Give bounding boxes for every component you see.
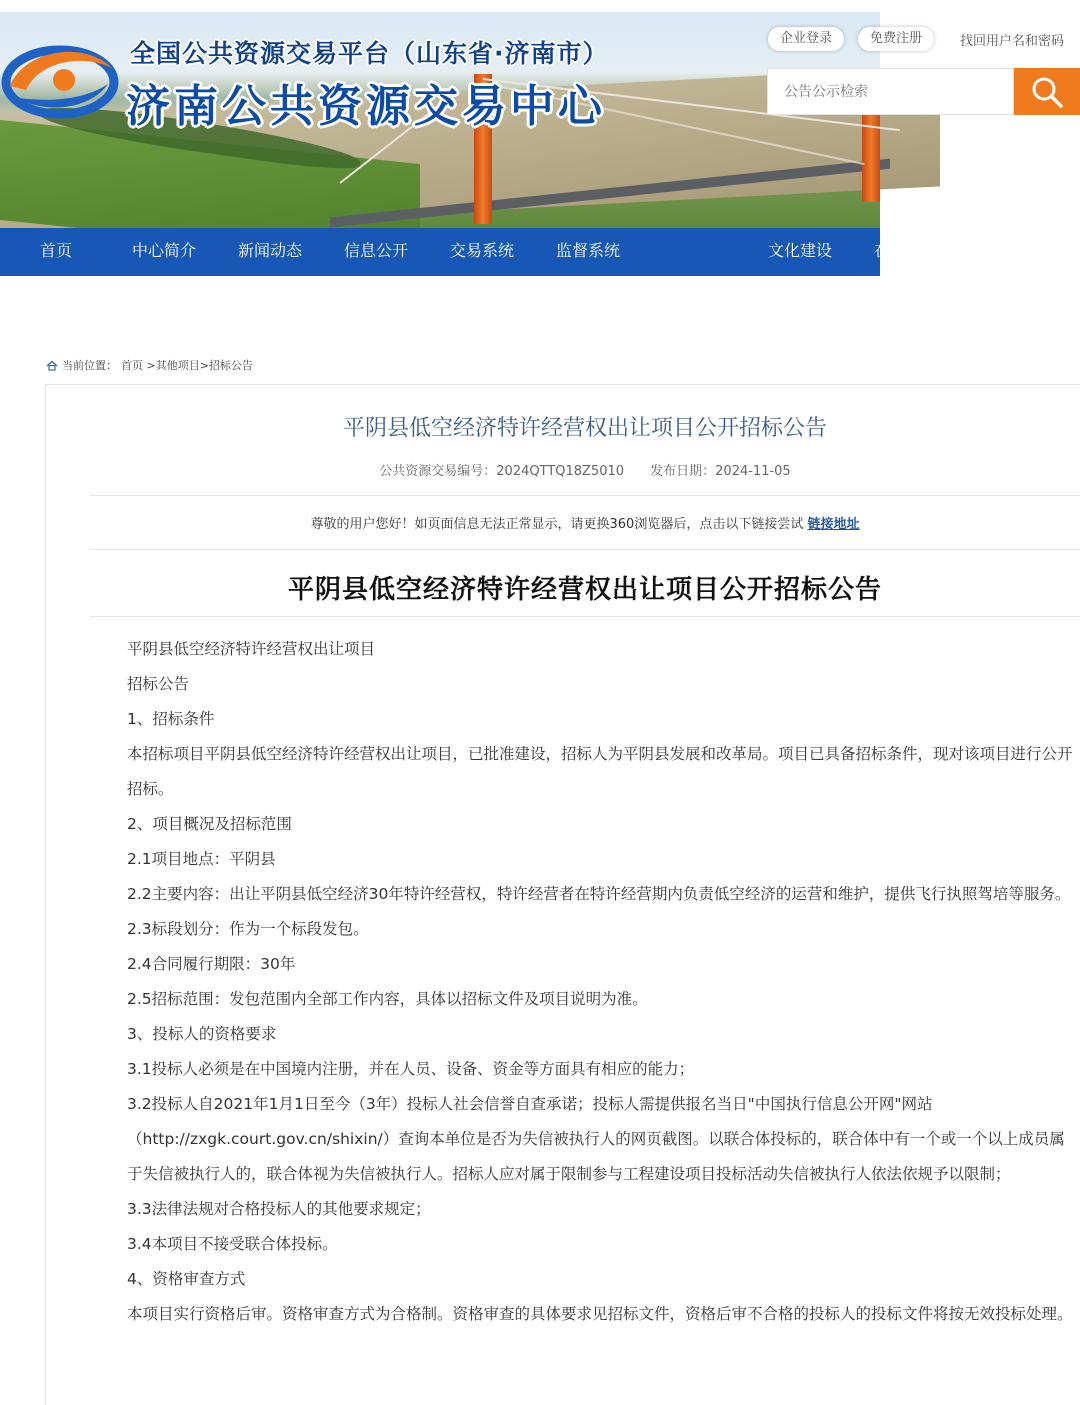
paragraph: 本招标项目平阴县低空经济特许经营权出让项目，已批准建设，招标人为平阴县发展和改革局。项目已具备招标条件，现对该项目进行公开招标。 — [127, 745, 1073, 798]
paragraph: 本项目实行资格后审。资格审查方式为合格制。资格审查的具体要求见招标文件，资格后审不合格的投标人的投标文件将按无效投标处理。 — [127, 1305, 1073, 1323]
nav-item-culture[interactable]: 文化建设 — [768, 241, 833, 260]
search-button[interactable] — [1014, 68, 1080, 115]
nav-item-news[interactable]: 新闻动态 — [238, 241, 303, 260]
nav-item-info-public[interactable]: 信息公开 — [344, 241, 409, 260]
breadcrumb-prefix: 当前位置： — [62, 359, 117, 372]
nav-item-supervision-system[interactable]: 监督系统 — [556, 241, 621, 260]
section-heading: 3、投标人的资格要求 — [127, 1025, 277, 1043]
search-icon — [1030, 75, 1064, 109]
paragraph: 3.3法律法规对合格投标人的其他要求规定； — [127, 1200, 431, 1218]
paragraph: 2.2主要内容：出让平阴县低空经济30年特许经营权，特许经营者在特许经营期内负责低空经济的运营和维护，提供飞行执照驾培等服务。 — [127, 885, 1071, 903]
nav-item-partial[interactable]: 在 — [874, 241, 891, 260]
paragraph: 2.1项目地点：平阴县 — [127, 850, 276, 868]
article-meta — [90, 460, 1080, 479]
section-heading: 2、项目概况及招标范围 — [127, 815, 292, 833]
notice-link[interactable]: 链接地址 — [807, 517, 860, 532]
search-box — [767, 68, 1014, 115]
center-logo — [4, 40, 116, 118]
breadcrumb-path[interactable]: 首页 >其他项目>招标公告 — [121, 359, 253, 372]
paragraph: 招标公告 — [127, 675, 190, 693]
site-title: 济南公共资源交易中心 — [126, 81, 606, 132]
home-icon — [46, 360, 58, 371]
divider — [90, 549, 1080, 550]
divider — [90, 616, 1080, 617]
search-input[interactable] — [768, 69, 1013, 114]
nav-item-home[interactable]: 首页 — [40, 241, 73, 260]
nav-item-trading-system[interactable]: 交易系统 — [450, 241, 515, 260]
paragraph: 3.4本项目不接受联合体投标。 — [127, 1235, 338, 1253]
nav-item-about[interactable]: 中心简介 — [132, 241, 197, 260]
section-heading: 1、招标条件 — [127, 710, 215, 728]
breadcrumb — [46, 357, 253, 373]
paragraph: 3.2投标人自2021年1月1日至今（3年）投标人社会信誉自查承诺；投标人需提供报名当日"中国执行信息公开网"网站（http://zxgk.court.gov.cn/shixin/）查询本单位是否为失信被执行人的网页截图。以联合体投标的，联合体中有一个或一个以上成员属于失信被执行人的，联合体视为失信被执行人。招标人应对属于限制参与工程建设项目投标活动失信被执行人依法依规予以限制； — [127, 1095, 1065, 1183]
recover-account-link[interactable]: 找回用户名和密码 — [960, 34, 1065, 49]
section-heading: 4、资格审查方式 — [127, 1270, 246, 1288]
notice-text: 尊敬的用户您好！如页面信息无法正常显示，请更换360浏览器后，点击以下链接尝试 — [310, 517, 804, 532]
document-title: 平阴县低空经济特许经营权出让项目公开招标公告 — [287, 575, 882, 605]
free-register-button[interactable]: 免费注册 — [858, 27, 934, 51]
paragraph: 2.3标段划分：作为一个标段发包。 — [127, 920, 369, 938]
main-nav — [0, 228, 891, 276]
platform-subtitle: 全国公共资源交易平台（山东省·济南市） — [130, 39, 609, 68]
enterprise-login-button[interactable]: 企业登录 — [768, 27, 844, 51]
page-title: 平阴县低空经济特许经营权出让项目公开招标公告 — [342, 416, 827, 441]
transaction-code: 公共资源交易编号：2024QTTQ18Z5010 — [379, 464, 625, 479]
article-body — [127, 632, 1075, 1332]
paragraph: 平阴县低空经济特许经营权出让项目 — [127, 640, 376, 658]
paragraph: 2.4合同履行期限：30年 — [127, 955, 296, 973]
paragraph: 2.5招标范围：发包范围内全部工作内容，具体以招标文件及项目说明为准。 — [127, 990, 648, 1008]
browser-notice — [90, 513, 1080, 532]
divider — [90, 495, 1080, 496]
paragraph: 3.1投标人必须是在中国境内注册，并在人员、设备、资金等方面具有相应的能力； — [127, 1060, 695, 1078]
publish-date: 发布日期：2024-11-05 — [650, 464, 791, 479]
